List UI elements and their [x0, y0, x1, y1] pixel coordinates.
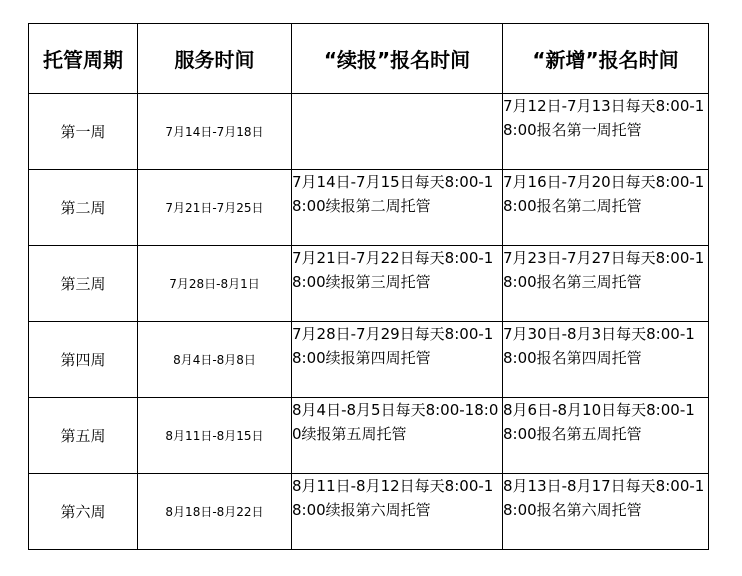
new-time-cell: 8月6日-8月10日每天8:00-18:00报名第五周托管	[503, 398, 709, 474]
renew-time-cell: 7月21日-7月22日每天8:00-18:00续报第三周托管	[292, 246, 503, 322]
header-week: 托管周期	[29, 24, 138, 94]
new-time-cell: 7月23日-7月27日每天8:00-18:00报名第三周托管	[503, 246, 709, 322]
new-time-cell: 7月30日-8月3日每天8:00-18:00报名第四周托管	[503, 322, 709, 398]
week-cell: 第四周	[29, 322, 138, 398]
renew-time-cell	[292, 94, 503, 170]
service-time-cell: 7月14日-7月18日	[138, 94, 292, 170]
week-cell: 第一周	[29, 94, 138, 170]
service-time-cell: 8月4日-8月8日	[138, 322, 292, 398]
service-time-cell: 7月28日-8月1日	[138, 246, 292, 322]
header-new-time: “新增”报名时间	[503, 24, 709, 94]
week-cell: 第三周	[29, 246, 138, 322]
service-time-cell: 8月18日-8月22日	[138, 474, 292, 550]
new-time-cell: 7月16日-7月20日每天8:00-18:00报名第二周托管	[503, 170, 709, 246]
service-time-cell: 7月21日-7月25日	[138, 170, 292, 246]
renew-time-cell: 7月14日-7月15日每天8:00-18:00续报第二周托管	[292, 170, 503, 246]
renew-time-cell: 8月4日-8月5日每天8:00-18:00续报第五周托管	[292, 398, 503, 474]
renew-time-cell: 7月28日-7月29日每天8:00-18:00续报第四周托管	[292, 322, 503, 398]
week-cell: 第二周	[29, 170, 138, 246]
service-time-cell: 8月11日-8月15日	[138, 398, 292, 474]
table-row	[29, 398, 709, 474]
schedule-table	[28, 23, 709, 550]
renew-time-cell: 8月11日-8月12日每天8:00-18:00续报第六周托管	[292, 474, 503, 550]
week-cell: 第六周	[29, 474, 138, 550]
table-row	[29, 474, 709, 550]
new-time-cell: 8月13日-8月17日每天8:00-18:00报名第六周托管	[503, 474, 709, 550]
table-row	[29, 94, 709, 170]
header-row	[29, 24, 709, 94]
header-service-time: 服务时间	[138, 24, 292, 94]
table-row	[29, 246, 709, 322]
new-time-cell: 7月12日-7月13日每天8:00-18:00报名第一周托管	[503, 94, 709, 170]
header-renew-time: “续报”报名时间	[292, 24, 503, 94]
week-cell: 第五周	[29, 398, 138, 474]
table-row	[29, 322, 709, 398]
table-row	[29, 170, 709, 246]
